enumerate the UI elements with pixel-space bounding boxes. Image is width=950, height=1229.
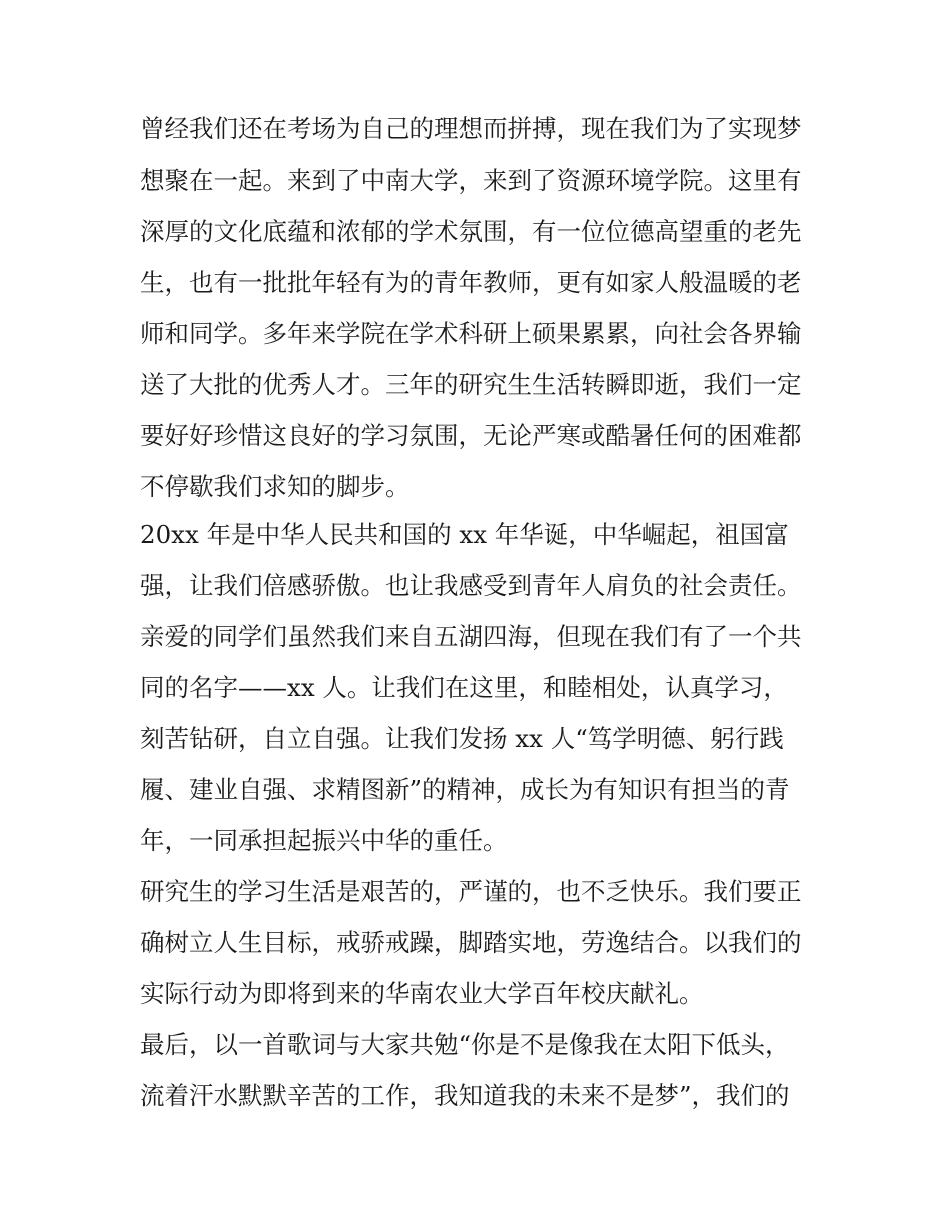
text-line: 强，让我们倍感骄傲。也让我感受到青年人肩负的社会责任。 (140, 571, 802, 600)
text-line: 研究生的学习生活是艰苦的，严谨的，也不乏快乐。我们要正 (140, 877, 802, 906)
text-line: 深厚的文化底蕴和浓郁的学术氛围，有一位位德高望重的老先 (140, 217, 802, 246)
text-line: 刻苦钻研，自立自强。让我们发扬 xx 人“笃学明德、躬行践 (140, 724, 784, 753)
text-line: 师和同学。多年来学院在学术科研上硕果累累，向社会各界输 (140, 319, 802, 348)
text-line: 20xx 年是中华人民共和国的 xx 年华诞，中华崛起，祖国富 (140, 520, 789, 549)
text-line: 要好好珍惜这良好的学习氛围，无论严寒或酷暑任何的困难都 (140, 421, 802, 450)
text-line: 流着汗水默默辛苦的工作，我知道我的未来不是梦”，我们的 (140, 1081, 790, 1110)
text-line: 亲爱的同学们虽然我们来自五湖四海，但现在我们有了一个共 (140, 622, 802, 651)
text-line: 履、建业自强、求精图新”的精神，成长为有知识有担当的青 (140, 775, 790, 804)
text-line: 想聚在一起。来到了中南大学，来到了资源环境学院。这里有 (140, 166, 802, 195)
text-line: 同的名字——xx 人。让我们在这里，和睦相处，认真学习， (140, 673, 788, 702)
text-line: 送了大批的优秀人才。三年的研究生生活转瞬即逝，我们一定 (140, 370, 802, 399)
text-line: 生，也有一批批年轻有为的青年教师，更有如家人般温暖的老 (140, 268, 802, 297)
text-line: 年，一同承担起振兴中华的重任。 (140, 826, 508, 855)
text-line: 曾经我们还在考场为自己的理想而拼搏，现在我们为了实现梦 (140, 114, 802, 143)
text-line: 最后，以一首歌词与大家共勉“你是不是像我在太阳下低头， (140, 1030, 790, 1059)
text-line: 确树立人生目标，戒骄戒躁，脚踏实地，劳逸结合。以我们的 (140, 928, 802, 957)
text-line: 实际行动为即将到来的华南农业大学百年校庆献礼。 (140, 979, 704, 1008)
text-line: 不停歇我们求知的脚步。 (140, 472, 410, 501)
